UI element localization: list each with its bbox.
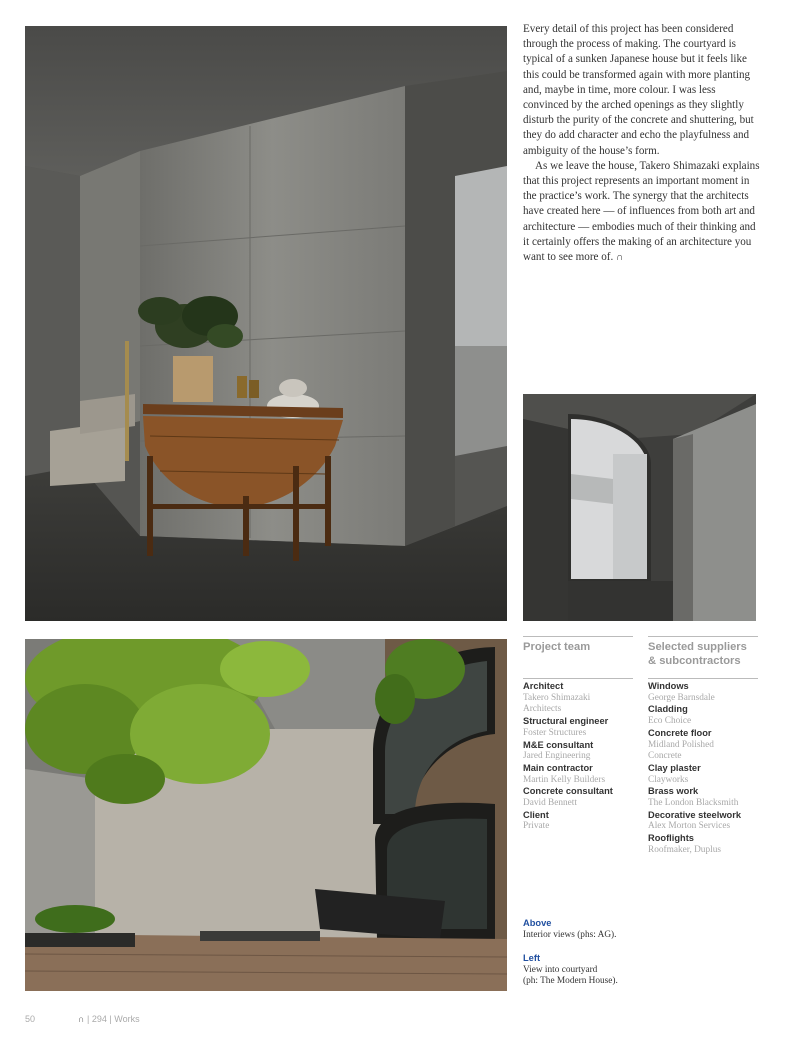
credit-name: The London Blacksmith	[648, 798, 739, 809]
credit-role: Clay plaster	[648, 762, 701, 773]
credits-divider	[648, 678, 758, 679]
credit-name: Eco Choice	[648, 716, 692, 727]
credit-name: Alex Morton Services	[648, 821, 731, 832]
body-paragraph-1: Every detail of this project has been considered through the process of making. The courtyard is typical of a sunken Japanese house but it feels like this could be transformed again with more planting and, maybe in time, more colour. I was less convinced by the arched openings as they slightly disturb the purity of the concrete and shuttering, but they do add character and echo the playfulness and ambiguity of the house’s form.	[523, 23, 754, 157]
project-team-credits	[523, 636, 633, 833]
credit-name: Private	[523, 821, 550, 832]
credit-name: Foster Structures	[523, 727, 587, 738]
folio-separator: |	[87, 1014, 90, 1024]
credit-name: Architects	[523, 704, 562, 715]
credit-name: Jared Engineering	[523, 751, 591, 762]
credit-role: M&E consultant	[523, 739, 594, 750]
credit-role: Main contractor	[523, 762, 593, 773]
credits-divider	[523, 678, 633, 679]
folio-issue-line	[78, 1014, 140, 1024]
caption-left-text-line-1: View into courtyard	[523, 964, 598, 975]
credit-name: Concrete	[648, 751, 682, 762]
credit-role: Decorative steelwork	[648, 809, 742, 820]
suppliers-heading	[648, 636, 758, 668]
caption-left	[523, 953, 683, 988]
article-body	[523, 22, 761, 265]
credit-role: Structural engineer	[523, 716, 609, 727]
page-number: 50	[25, 1014, 36, 1024]
credit-role: Cladding	[648, 704, 688, 715]
caption-above	[523, 918, 683, 941]
credit-role: Concrete consultant	[523, 786, 613, 797]
credit-role: Architect	[523, 681, 564, 691]
project-team-heading: Project team	[523, 636, 633, 654]
issue-number: 294	[91, 1014, 107, 1024]
caption-left-label: Left	[523, 953, 541, 963]
suppliers-credits	[648, 636, 758, 857]
caption-left-text-line-2: (ph: The Modern House).	[523, 976, 618, 987]
credit-name: George Barnsdale	[648, 692, 715, 703]
body-paragraph-2	[523, 159, 761, 265]
folio-separator: |	[109, 1014, 112, 1024]
credit-name: Takero Shimazaki	[523, 692, 591, 703]
magazine-logo-icon: ∩	[78, 1014, 85, 1024]
credit-name: Clayworks	[648, 774, 689, 785]
credit-name: Midland Polished	[648, 739, 714, 750]
section-name: Works	[114, 1014, 140, 1024]
credit-role: Windows	[648, 681, 689, 691]
credit-role: Brass work	[648, 786, 699, 797]
credit-role: Rooflights	[648, 833, 694, 844]
suppliers-heading-line-2: & subcontractors	[648, 655, 741, 667]
caption-above-label: Above	[523, 918, 552, 928]
credit-name: Roofmaker, Duplus	[648, 844, 721, 855]
suppliers-heading-line-1: Selected suppliers	[648, 641, 747, 653]
courtyard-photo	[25, 639, 507, 991]
credit-name: Martin Kelly Builders	[523, 774, 606, 785]
interior-photo	[25, 26, 507, 621]
end-mark-icon: ∩	[616, 252, 624, 264]
credit-name: David Bennett	[523, 798, 577, 809]
arch-detail-photo	[523, 394, 756, 621]
body-paragraph-2-text: As we leave the house, Takero Shimazaki explains that this project represents an important moment in the practice’s work. The synergy that the architects have created here — of influences from both art and architecture — embodies much of their thinking and it certainly offers the making of an architecture you want to see more of.	[523, 159, 760, 264]
credit-role: Client	[523, 809, 549, 820]
caption-above-text: Interior views (phs: AG).	[523, 929, 617, 940]
credit-role: Concrete floor	[648, 727, 712, 738]
